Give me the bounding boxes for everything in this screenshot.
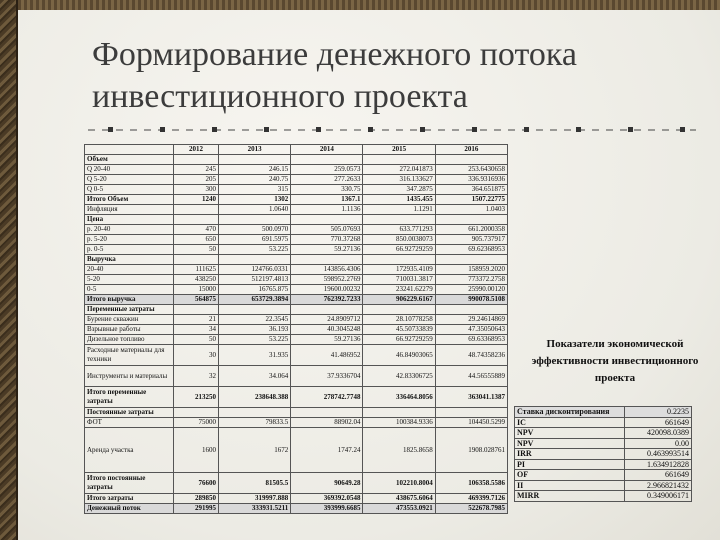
table-cell: 143856.4306 [291,265,363,275]
kpi-label: IRR [515,449,625,460]
kpi-label: Ставка дисконтирования [515,407,625,418]
top-frame-border [0,0,720,10]
table-row [85,195,508,205]
table-row [85,175,508,185]
table-cell: 53.225 [218,335,290,345]
table-row [85,305,508,315]
row-label: Взрывные работы [85,325,174,335]
kpi-value: 1.634912828 [625,459,692,470]
kpi-value: 0.2235 [625,407,692,418]
table-cell: 59.27136 [291,335,363,345]
table-cell: 59.27136 [291,245,363,255]
row-label: Итого переменные затраты [85,387,174,408]
table-cell: 44.56555889 [435,366,507,387]
kpi-value: 420098.0389 [625,428,692,439]
kpi-table-wrap [514,406,692,502]
table-cell: 470 [174,225,219,235]
table-cell: 773372.2758 [435,275,507,285]
table-cell [291,255,363,265]
table-cell: 333931.5211 [218,504,290,514]
table-cell [291,305,363,315]
row-label: Переменные затраты [85,305,174,315]
table-cell: 438250 [174,275,219,285]
table-row [85,408,508,418]
table-cell [174,205,219,215]
kpi-label: II [515,480,625,491]
table-cell: 22.3545 [218,315,290,325]
cash-flow-table [84,144,508,514]
table-cell: 32 [174,366,219,387]
divider-square [576,127,581,132]
table-cell [435,155,507,165]
kpi-table [514,406,692,502]
table-row [85,185,508,195]
table-cell: 172935.4109 [363,265,435,275]
table-row [85,275,508,285]
kpi-row [515,449,692,460]
kpi-row [515,470,692,481]
table-cell [174,155,219,165]
row-label: Дизельное топливо [85,335,174,345]
table-cell: 316.133627 [363,175,435,185]
table-row [85,473,508,494]
kpi-value: 661649 [625,417,692,428]
table-cell: 102210.8004 [363,473,435,494]
table-cell: 850.0038073 [363,235,435,245]
table-cell: 1302 [218,195,290,205]
row-label: Выручка [85,255,174,265]
table-cell [291,215,363,225]
table-cell: 564875 [174,295,219,305]
table-cell: 272.041873 [363,165,435,175]
divider-square [628,127,633,132]
divider-square [108,127,113,132]
table-cell: 277.2633 [291,175,363,185]
kpi-row [515,459,692,470]
table-cell: 906229.6167 [363,295,435,305]
table-cell: 69.63368953 [435,335,507,345]
table-row [85,285,508,295]
table-cell: 259.0573 [291,165,363,175]
kpi-value: 0.349006171 [625,491,692,502]
kpi-row [515,417,692,428]
table-cell: 69.62368953 [435,245,507,255]
table-row [85,335,508,345]
table-cell: 100384.9336 [363,418,435,428]
table-cell: 46.84903065 [363,345,435,366]
table-cell: 633.771293 [363,225,435,235]
table-cell: 81505.5 [218,473,290,494]
row-label: р. 0-5 [85,245,174,255]
table-row [85,325,508,335]
table-cell: 124766.0331 [218,265,290,275]
table-cell: 393999.6685 [291,504,363,514]
table-cell: 691.5975 [218,235,290,245]
table-row [85,265,508,275]
table-cell: 1672 [218,428,290,473]
table-cell: 438675.6064 [363,494,435,504]
table-cell: 205 [174,175,219,185]
slide-title: Формирование денежного потока инвестиционного проекта [92,36,577,115]
table-cell: 48.74358236 [435,345,507,366]
table-cell: 1747.24 [291,428,363,473]
table-cell [363,408,435,418]
table-cell: 253.6430658 [435,165,507,175]
table-cell: 500.0970 [218,225,290,235]
kpi-caption: Показатели экономической эффективности инвестиционного проекта [531,338,699,384]
table-cell [435,408,507,418]
kpi-label: IC [515,417,625,428]
table-cell: 1908.028761 [435,428,507,473]
table-row [85,155,508,165]
table-row [85,387,508,408]
table-cell: 104450.5299 [435,418,507,428]
table-cell [363,215,435,225]
table-cell: 1240 [174,195,219,205]
table-cell [435,255,507,265]
kpi-label: OF [515,470,625,481]
row-label: Итого Объем [85,195,174,205]
table-cell: 66.92729259 [363,335,435,345]
kpi-value: 0.00 [625,438,692,449]
table-row [85,504,508,514]
table-cell: 50 [174,335,219,345]
row-label: Постоянные затраты [85,408,174,418]
row-label: Бурение скважин [85,315,174,325]
table-cell: 330.75 [291,185,363,195]
row-label: Расходные материалы для техники [85,345,174,366]
table-cell: 1.1291 [363,205,435,215]
table-cell: 661.2000358 [435,225,507,235]
kpi-row [515,407,692,418]
divider-square [212,127,217,132]
table-row [85,418,508,428]
header-year-cell: 2013 [218,145,290,155]
kpi-label: NPV [515,428,625,439]
table-cell: 23241.62279 [363,285,435,295]
kpi-row [515,438,692,449]
kpi-label: NPV [515,438,625,449]
table-cell: 66.92729259 [363,245,435,255]
table-cell: 213250 [174,387,219,408]
table-row [85,215,508,225]
table-cell: 245 [174,165,219,175]
table-row [85,315,508,325]
table-cell: 19600.00232 [291,285,363,295]
table-row [85,165,508,175]
table-cell: 79833.5 [218,418,290,428]
header-year-cell: 2016 [435,145,507,155]
row-label: Денежный поток [85,504,174,514]
table-row [85,428,508,473]
table-cell: 42.83306725 [363,366,435,387]
table-cell: 90649.28 [291,473,363,494]
table-cell: 278742.7748 [291,387,363,408]
row-label: Q 5-20 [85,175,174,185]
divider-square [472,127,477,132]
kpi-label: MIRR [515,491,625,502]
row-label: Q 0-5 [85,185,174,195]
header-label-cell [85,145,174,155]
table-cell: 336.9316936 [435,175,507,185]
table-cell: 15000 [174,285,219,295]
table-cell [435,215,507,225]
table-cell: 240.75 [218,175,290,185]
table-cell: 505.07693 [291,225,363,235]
table-cell [218,155,290,165]
table-row [85,345,508,366]
table-cell: 1.1136 [291,205,363,215]
table-cell: 45.50733839 [363,325,435,335]
table-cell: 16765.875 [218,285,290,295]
table-cell: 710031.3817 [363,275,435,285]
header-year-cell: 2015 [363,145,435,155]
table-cell [174,255,219,265]
row-label: Аренда участка [85,428,174,473]
divider-square [368,127,373,132]
table-cell: 34 [174,325,219,335]
row-label: Q 20-40 [85,165,174,175]
kpi-label: PI [515,459,625,470]
divider-square [264,127,269,132]
row-label: Инфляция [85,205,174,215]
table-cell: 369392.0548 [291,494,363,504]
table-cell: 1435.455 [363,195,435,205]
table-row [85,494,508,504]
divider-square [524,127,529,132]
table-cell: 347.2875 [363,185,435,195]
cash-flow-table-wrap [84,144,508,528]
table-cell [435,305,507,315]
kpi-row [515,480,692,491]
table-cell: 111625 [174,265,219,275]
table-cell: 512197.4813 [218,275,290,285]
row-label: р. 5-20 [85,235,174,245]
table-cell: 364.651875 [435,185,507,195]
table-cell: 29.24614869 [435,315,507,325]
table-cell: 50 [174,245,219,255]
table-cell: 31.935 [218,345,290,366]
table-cell: 76600 [174,473,219,494]
table-row [85,205,508,215]
divider-square [680,127,685,132]
table-cell: 315 [218,185,290,195]
table-cell: 289850 [174,494,219,504]
table-cell: 25990.00120 [435,285,507,295]
table-cell: 319997.888 [218,494,290,504]
table-cell: 762392.7233 [291,295,363,305]
table-row [85,366,508,387]
table-cell: 469399.7126 [435,494,507,504]
title-divider [88,126,696,134]
table-cell [218,215,290,225]
row-label: ФОТ [85,418,174,428]
left-frame-border [0,0,18,540]
row-label: Итого постоянные затраты [85,473,174,494]
row-label: 20-40 [85,265,174,275]
table-cell: 28.10778258 [363,315,435,325]
table-cell: 24.8909712 [291,315,363,325]
row-label: 0-5 [85,285,174,295]
row-label: Итого затраты [85,494,174,504]
kpi-value: 0.463993514 [625,449,692,460]
table-cell: 41.486952 [291,345,363,366]
table-cell: 1.0640 [218,205,290,215]
table-cell: 158959.2020 [435,265,507,275]
table-cell: 53.225 [218,245,290,255]
table-cell: 238648.388 [218,387,290,408]
table-row [85,245,508,255]
table-cell: 1507.22775 [435,195,507,205]
table-cell: 106358.5586 [435,473,507,494]
table-cell: 37.9336704 [291,366,363,387]
kpi-value: 2.966821432 [625,480,692,491]
table-cell [291,155,363,165]
table-cell [174,215,219,225]
table-cell: 291995 [174,504,219,514]
table-cell: 1825.8658 [363,428,435,473]
table-cell: 650 [174,235,219,245]
row-label: 5-20 [85,275,174,285]
table-cell: 1.0403 [435,205,507,215]
table-cell [291,408,363,418]
table-cell: 47.35050643 [435,325,507,335]
table-cell [174,408,219,418]
table-cell: 34.064 [218,366,290,387]
table-cell: 990078.5108 [435,295,507,305]
table-row [85,295,508,305]
table-cell: 36.193 [218,325,290,335]
table-row [85,255,508,265]
divider-square [316,127,321,132]
table-cell: 363041.1387 [435,387,507,408]
table-cell: 770.37268 [291,235,363,245]
kpi-row [515,428,692,439]
divider-square [420,127,425,132]
row-label: Объем [85,155,174,165]
table-cell: 473553.0921 [363,504,435,514]
table-cell: 598952.2769 [291,275,363,285]
table-cell: 300 [174,185,219,195]
table-cell: 653729.3894 [218,295,290,305]
table-header-row [85,145,508,155]
table-cell [363,255,435,265]
table-cell: 21 [174,315,219,325]
table-cell [363,155,435,165]
table-cell: 30 [174,345,219,366]
table-cell: 1367.1 [291,195,363,205]
kpi-row [515,491,692,502]
table-cell: 75000 [174,418,219,428]
row-label: Итого выручка [85,295,174,305]
table-row [85,235,508,245]
table-cell: 336464.8056 [363,387,435,408]
table-cell: 40.3045248 [291,325,363,335]
row-label: Цена [85,215,174,225]
row-label: р. 20-40 [85,225,174,235]
table-cell: 1600 [174,428,219,473]
table-cell [218,408,290,418]
divider-square [160,127,165,132]
table-cell [174,305,219,315]
table-cell [363,305,435,315]
kpi-value: 661649 [625,470,692,481]
table-row [85,225,508,235]
table-cell: 905.737917 [435,235,507,245]
header-year-cell: 2014 [291,145,363,155]
table-cell [218,305,290,315]
table-cell: 246.15 [218,165,290,175]
table-cell: 522678.7985 [435,504,507,514]
header-year-cell: 2012 [174,145,219,155]
table-cell [218,255,290,265]
row-label: Инструменты и материалы [85,366,174,387]
table-cell: 88902.04 [291,418,363,428]
